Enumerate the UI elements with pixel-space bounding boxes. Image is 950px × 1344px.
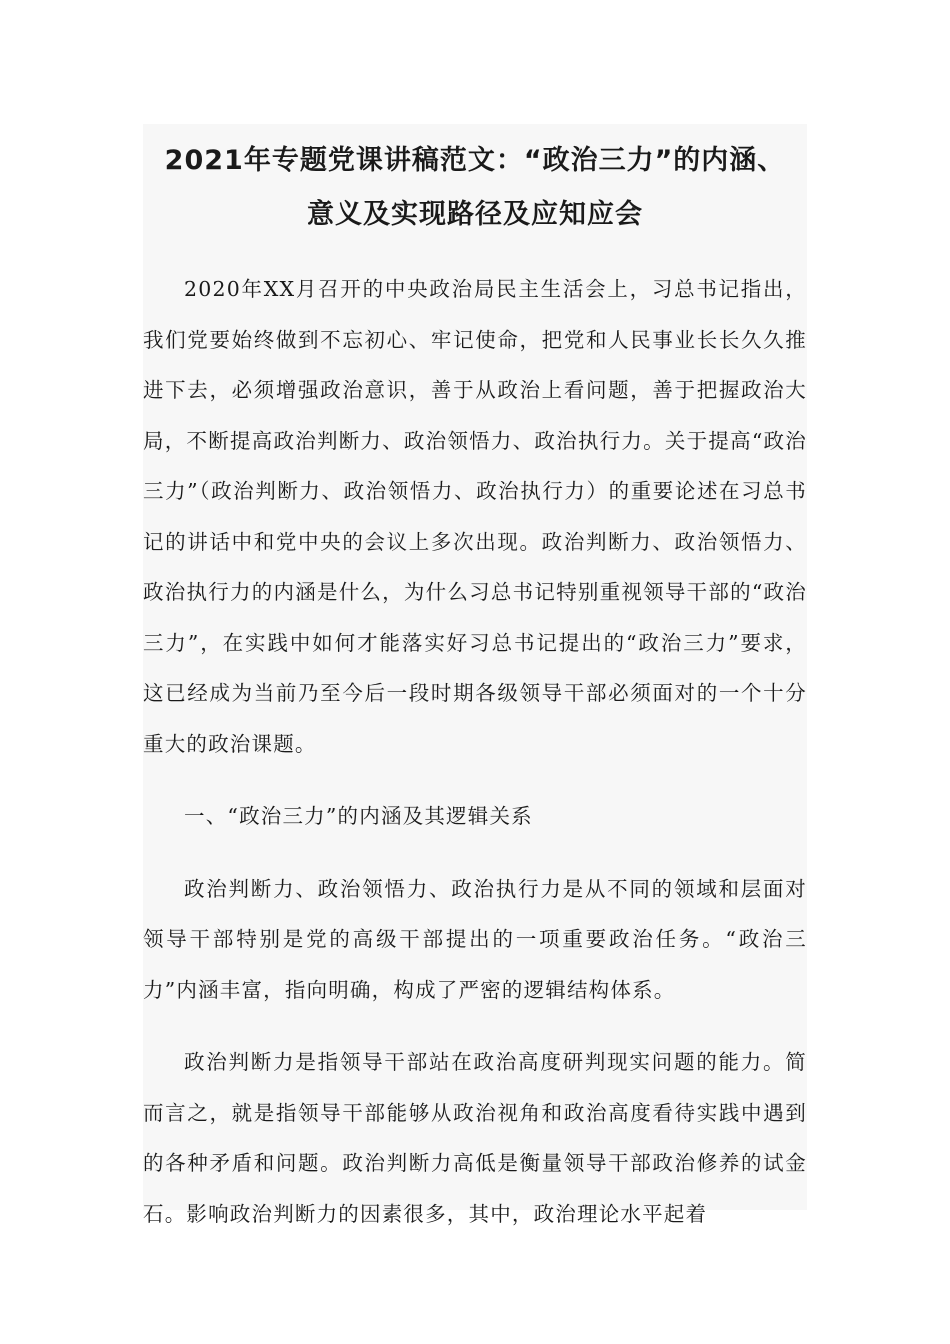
paragraph-intro: 2020年XX月召开的中央政治局民主生活会上，习总书记指出，我们党要始终做到不忘初心、牢记使命，把党和人民事业长长久久推进下去，必须增强政治意识，善于从政治上看问题，善于把握政治大局，不断提高政治判断力、政治领悟力、政治执行力。关于提高“政治三力”（政治判断力、政治领悟力、政治执行力）的重要论述在习总书记的讲话中和党中央的会议上多次出现。政治判断力、政治领悟力、政治执行力的内涵是什么，为什么习总书记特别重视领导干部的“政治三力”，在实践中如何才能落实好习总书记提出的“政治三力”要求，这已经成为当前乃至今后一段时期各级领导干部必须面对的一个十分重大的政治课题。 xyxy=(143,277,807,756)
section-heading-1: 一、“政治三力”的内涵及其逻辑关系 xyxy=(184,804,533,828)
paragraph-political-judgment: 政治判断力是指领导干部站在政治高度研判现实问题的能力。简而言之，就是指领导干部能够从政治视角和政治高度看待实践中遇到的各种矛盾和问题。政治判断力高低是衡量领导干部政治修养的试金石。影响政治判断力的因素很多，其中，政治理论水平起着 xyxy=(143,1050,807,1226)
document-title xyxy=(143,124,807,242)
title-line-1: 2021年专题党课讲稿范文：“政治三力”的内涵、 xyxy=(164,145,786,176)
title-line-2: 意义及实现路径及应知应会 xyxy=(307,199,643,230)
document-body xyxy=(143,242,807,1239)
document-page xyxy=(143,124,807,1226)
paragraph-section-1-overview: 政治判断力、政治领悟力、政治执行力是从不同的领域和层面对领导干部特别是党的高级干部提出的一项重要政治任务。“政治三力”内涵丰富，指向明确，构成了严密的逻辑结构体系。 xyxy=(143,876,807,1002)
